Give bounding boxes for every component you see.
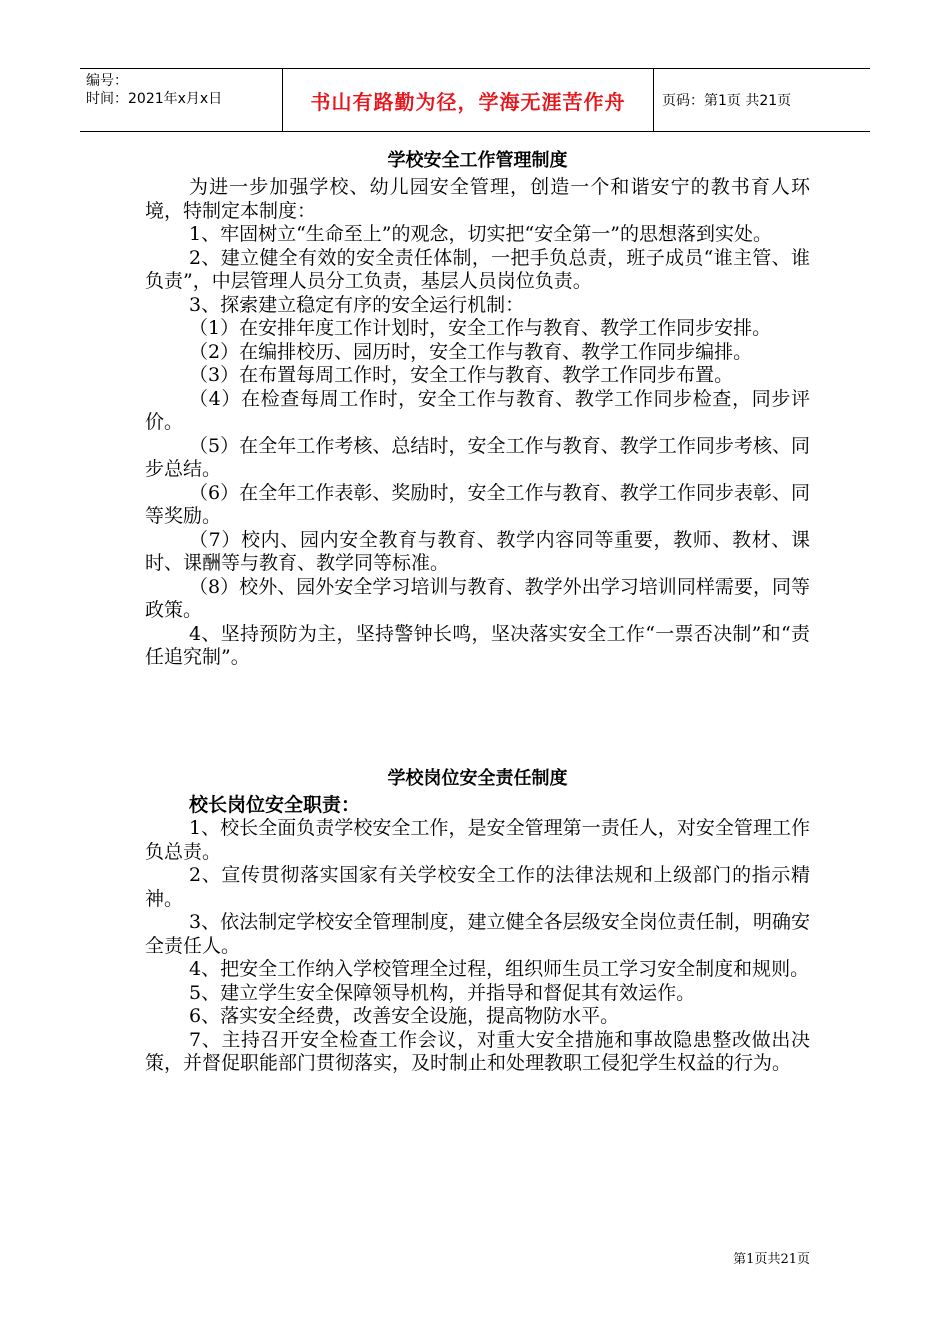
paragraph: （6）在全年工作表彰、奖励时，安全工作与教育、教学工作同步表彰、同等奖励。 bbox=[145, 481, 810, 527]
document-body bbox=[145, 148, 810, 1076]
paragraph: 1、校长全面负责学校安全工作，是安全管理第一责任人，对安全管理工作负总责。 bbox=[145, 817, 810, 863]
page-footer: 第1页共21页 bbox=[733, 1252, 810, 1267]
paragraph: 4、坚持预防为主，坚持警钟长鸣，坚决落实安全工作“一票否决制”和“责任追究制”。 bbox=[145, 622, 810, 668]
paragraph: （5）在全年工作考核、总结时，安全工作与教育、教学工作同步考核、同步总结。 bbox=[145, 434, 810, 480]
paragraph: 为进一步加强学校、幼儿园安全管理，创造一个和谐安宁的教书育人环境，特制定本制度： bbox=[145, 176, 810, 222]
document-number-label: 编号： bbox=[86, 73, 128, 89]
paragraph: 3、探索建立稳定有序的安全运行机制： bbox=[189, 293, 525, 316]
paragraph: （4）在检查每周工作时，安全工作与教育、教学工作同步检查，同步评价。 bbox=[145, 387, 810, 433]
page-header bbox=[80, 68, 870, 132]
paragraph: （1）在安排年度工作计划时，安全工作与教育、教学工作同步安排。 bbox=[189, 317, 772, 339]
header-page-info: 页码：第1页 共21页 bbox=[662, 93, 792, 109]
paragraph: 1、牢固树立“生命至上”的观念，切实把“安全第一”的思想落到实处。 bbox=[189, 223, 772, 245]
header-motto: 书山有路勤为径，学海无涯苦作舟 bbox=[282, 69, 654, 131]
section-spacer bbox=[145, 670, 810, 766]
paragraph: 5、建立学生安全保障领导机构，并指导和督促其有效运作。 bbox=[189, 981, 696, 1004]
paragraph: 2、宣传贯彻落实国家有关学校安全工作的法律法规和上级部门的指示精神。 bbox=[145, 864, 810, 910]
document-date-label: 时间：2021年x月x日 bbox=[86, 91, 223, 107]
paragraph: 2、建立健全有效的安全责任体制，一把手负总责，班子成员“谁主管、谁负责”，中层管理人员分工负责，基层人员岗位负责。 bbox=[145, 246, 810, 292]
paragraph: 6、落实安全经费，改善安全设施，提高物防水平。 bbox=[189, 1005, 620, 1027]
paragraph: 4、把安全工作纳入学校管理全过程，组织师生员工学习安全制度和规则。 bbox=[189, 958, 810, 980]
paragraph: 3、依法制定学校安全管理制度，建立健全各层级安全岗位责任制，明确安全责任人。 bbox=[145, 911, 810, 957]
paragraph: （8）校外、园外安全学习培训与教育、教学外出学习培训同样需要，同等政策。 bbox=[145, 575, 810, 621]
paragraph: （3）在布置每周工作时，安全工作与教育、教学工作同步布置。 bbox=[189, 364, 734, 386]
paragraph: （7）校内、园内安全教育与教育、教学内容同等重要，教师、教材、课时、课酬等与教育、教学同等标准。 bbox=[145, 528, 810, 574]
section-subtitle: 校长岗位安全职责： bbox=[189, 793, 361, 816]
section-title: 学校安全工作管理制度 bbox=[387, 150, 568, 171]
header-meta bbox=[80, 69, 282, 131]
section-title: 学校岗位安全责任制度 bbox=[387, 767, 568, 789]
paragraph: （2）在编排校历、园历时，安全工作与教育、教学工作同步编排。 bbox=[189, 340, 753, 363]
paragraph: 7、主持召开安全检查工作会议，对重大安全措施和事故隐患整改做出决策，并督促职能部门贯彻落实，及时制止和处理教职工侵犯学生权益的行为。 bbox=[145, 1028, 810, 1074]
